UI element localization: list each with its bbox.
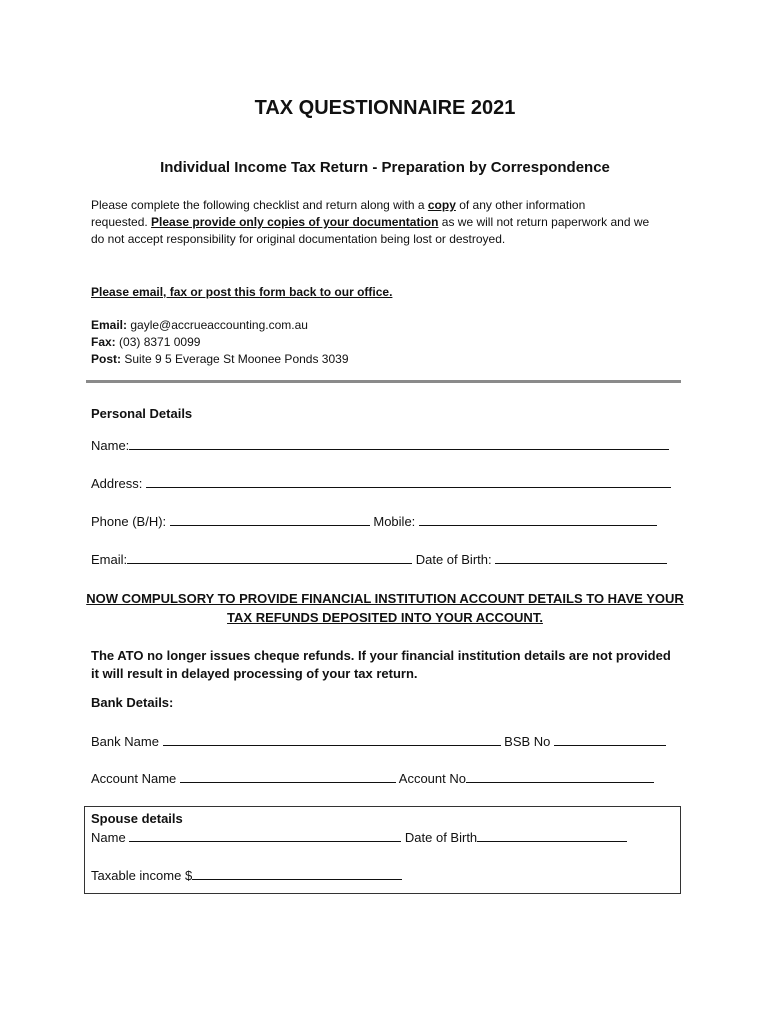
- email-label: Email:: [91, 552, 128, 567]
- intro-line-3: do not accept responsibility for original documentation being lost or destroyed.: [91, 232, 506, 246]
- email-field[interactable]: [127, 551, 412, 564]
- compulsory-notice-line-2: TAX REFUNDS DEPOSITED INTO YOUR ACCOUNT.: [227, 610, 543, 625]
- compulsory-notice-line-1: NOW COMPULSORY TO PROVIDE FINANCIAL INSTITUTION ACCOUNT DETAILS TO HAVE YOUR: [86, 591, 684, 606]
- taxable-income-field[interactable]: [192, 867, 402, 880]
- intro-copies-emphasis: Please provide only copies of your documentation: [151, 215, 439, 229]
- post-value: Suite 9 5 Everage St Moonee Ponds 3039: [121, 352, 349, 366]
- fax-label: Fax:: [91, 335, 116, 349]
- personal-details-heading: Personal Details: [91, 406, 193, 421]
- spouse-income-row: [91, 867, 402, 883]
- section-divider: [86, 380, 681, 383]
- name-label: Name:: [91, 438, 130, 453]
- mobile-field[interactable]: [419, 513, 657, 526]
- intro-copy-emphasis: copy: [427, 198, 456, 212]
- spouse-dob-field[interactable]: [477, 829, 627, 842]
- email-value: gayle@accrueaccounting.com.au: [127, 318, 308, 332]
- page-subtitle: Individual Income Tax Return - Preparation by Correspondence: [160, 159, 610, 176]
- fax-value: (03) 8371 0099: [115, 335, 201, 349]
- bank-details-heading: Bank Details:: [91, 695, 174, 710]
- contact-fax: [91, 334, 200, 351]
- phone-field[interactable]: [170, 513, 370, 526]
- account-name-field[interactable]: [180, 770, 396, 783]
- name-field[interactable]: [129, 437, 669, 450]
- dob-field[interactable]: [495, 551, 667, 564]
- return-instruction: Please email, fax or post this form back to our office.: [91, 285, 393, 299]
- phone-label: Phone (B/H):: [91, 514, 170, 529]
- phone-row: [91, 513, 657, 529]
- page-title: TAX QUESTIONNAIRE 2021: [254, 97, 516, 119]
- account-name-label: Account Name: [91, 771, 180, 786]
- spouse-name-label: Name: [91, 830, 130, 845]
- intro-text: of any other information: [455, 198, 586, 212]
- ato-notice-line-1: The ATO no longer issues cheque refunds. If your financial institution details are not provided: [91, 648, 671, 663]
- post-label: Post:: [91, 352, 121, 366]
- contact-email: [91, 317, 308, 334]
- name-row: [91, 437, 669, 453]
- mobile-label: Mobile:: [369, 514, 419, 529]
- intro-text: as we will not return paperwork and we: [438, 215, 650, 229]
- spouse-details-heading: Spouse details: [91, 811, 183, 826]
- intro-line-1: [91, 197, 585, 214]
- address-label: Address:: [91, 476, 146, 491]
- email-label: Email:: [91, 318, 128, 332]
- dob-label: Date of Birth:: [412, 552, 496, 567]
- spouse-name-field[interactable]: [129, 829, 401, 842]
- ato-notice-line-2: it will result in delayed processing of your tax return.: [91, 666, 418, 681]
- account-no-label: Account No: [395, 771, 466, 786]
- spouse-name-row: [91, 829, 627, 845]
- bank-name-field[interactable]: [163, 733, 501, 746]
- intro-text: requested.: [91, 215, 152, 229]
- contact-post: [91, 351, 349, 368]
- address-field[interactable]: [146, 475, 671, 488]
- account-row: [91, 770, 654, 786]
- bank-name-row: [91, 733, 666, 749]
- bsb-label: BSB No: [500, 734, 555, 749]
- bank-name-label: Bank Name: [91, 734, 163, 749]
- address-row: [91, 475, 671, 491]
- bsb-field[interactable]: [554, 733, 666, 746]
- spouse-dob-label: Date of Birth: [401, 830, 478, 845]
- taxable-income-label: Taxable income $: [91, 868, 193, 883]
- intro-line-2: [91, 214, 649, 231]
- account-no-field[interactable]: [466, 770, 654, 783]
- intro-text: Please complete the following checklist and return along with a: [91, 198, 428, 212]
- email-dob-row: [91, 551, 667, 567]
